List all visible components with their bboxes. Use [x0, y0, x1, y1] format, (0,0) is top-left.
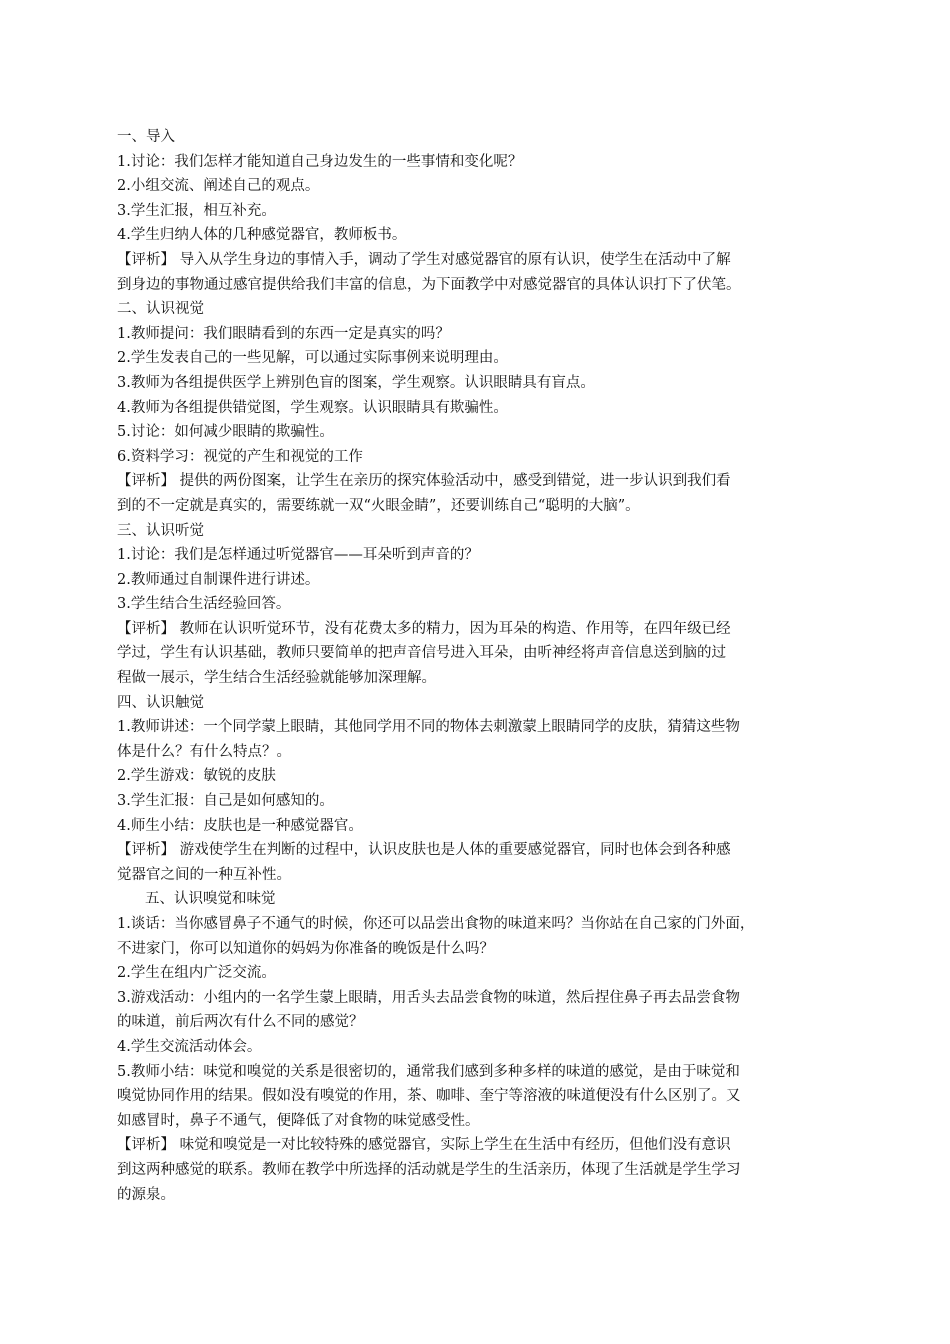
text-line: 觉器官之间的一种互补性。 — [117, 866, 291, 883]
text-line: 【评析】 提供的两份图案，让学生在亲历的探究体验活动中，感受到错觉，进一步认识到我们看 — [117, 473, 731, 490]
text-line: 1.教师提问：我们眼睛看到的东西一定是真实的吗？ — [117, 325, 450, 342]
text-line: 2.教师通过自制课件进行讲述。 — [117, 571, 320, 588]
text-line: 2.学生游戏：敏锐的皮肤 — [117, 768, 276, 785]
text-line: 到身边的事物通过感官提供给我们丰富的信息，为下面教学中对感觉器官的具体认识打下了伏笔。 — [117, 276, 741, 293]
text-line: 3.学生汇报，相互补充。 — [117, 202, 276, 219]
text-line: 嗅觉协同作用的结果。假如没有嗅觉的作用，茶、咖啡、奎宁等溶液的味道便没有什么区别了。又 — [117, 1088, 741, 1105]
text-line: 4.教师为各组提供错觉图，学生观察。认识眼睛具有欺骗性。 — [117, 399, 508, 416]
text-line: 【评析】 游戏使学生在判断的过程中，认识皮肤也是人体的重要感觉器官，同时也体会到各种感 — [117, 842, 731, 859]
text-line: 3.学生汇报：自己是如何感知的。 — [117, 793, 334, 810]
text-line: 1.谈话：当你感冒鼻子不通气的时候，你还可以品尝出食物的味道来吗？当你站在自己家的门外面， — [117, 916, 755, 932]
text-line: 5.教师小结：味觉和嗅觉的关系是很密切的，通常我们感到多种多样的味道的感觉，是由于味觉和 — [117, 1063, 740, 1080]
text-line: 4.学生归纳人体的几种感觉器官，教师板书。 — [117, 227, 407, 244]
text-line: 五、认识嗅觉和味觉 — [145, 891, 276, 908]
text-line: 一、导入 — [117, 129, 175, 145]
text-line: 体是什么？有什么特点？。 — [117, 743, 291, 760]
text-line: 3.教师为各组提供医学上辨别色盲的图案，学生观察。认识眼睛具有盲点。 — [117, 374, 595, 391]
text-line: 二、认识视觉 — [117, 301, 204, 318]
text-line: 6.资料学习：视觉的产生和视觉的工作 — [117, 448, 363, 465]
text-line: 三、认识听觉 — [117, 522, 204, 539]
text-line: 1.教师讲述：一个同学蒙上眼睛，其他同学用不同的物体去刺激蒙上眼睛同学的皮肤，猜猜这些物 — [117, 719, 740, 736]
text-line: 如感冒时，鼻子不通气，便降低了对食物的味觉感受性。 — [117, 1112, 480, 1129]
text-line: 程做一展示，学生结合生活经验就能够加深理解。 — [117, 670, 436, 687]
document-page — [117, 125, 839, 1207]
text-line: 【评析】 教师在认识听觉环节，没有花费太多的精力，因为耳朵的构造、作用等，在四年级已经 — [117, 620, 731, 637]
text-line: 4.师生小结：皮肤也是一种感觉器官。 — [117, 817, 363, 834]
text-line: 3.学生结合生活经验回答。 — [117, 596, 291, 613]
text-line: 到这两种感觉的联系。教师在教学中所选择的活动就是学生的生活亲历，体现了生活就是学生学习 — [117, 1161, 741, 1178]
text-line: 到的不一定就是真实的，需要练就一双“火眼金睛”，还要训练自己“聪明的大脑”。 — [117, 497, 640, 514]
text-line: 四、认识触觉 — [117, 694, 204, 711]
text-line: 4.学生交流活动体会。 — [117, 1038, 262, 1055]
text-line: 2.小组交流、阐述自己的观点。 — [117, 178, 320, 195]
text-line: 3.游戏活动：小组内的一名学生蒙上眼睛，用舌头去品尝食物的味道，然后捏住鼻子再去品尝食物 — [117, 989, 740, 1006]
text-line: 【评析】 导入从学生身边的事情入手，调动了学生对感觉器官的原有认识，使学生在活动中了解 — [117, 251, 731, 268]
document-body — [117, 125, 839, 1207]
text-line: 2.学生在组内广泛交流。 — [117, 965, 276, 982]
text-line: 2.学生发表自己的一些见解，可以通过实际事例来说明理由。 — [117, 350, 508, 367]
text-line: 1.讨论：我们是怎样通过听觉器官——耳朵听到声音的？ — [117, 547, 479, 564]
text-line: 的源泉。 — [117, 1186, 175, 1203]
text-line: 不进家门，你可以知道你的妈妈为你准备的晚饭是什么吗？ — [117, 940, 494, 957]
text-line: 学过，学生有认识基础，教师只要简单的把声音信号进入耳朵，由听神经将声音信息送到脑的过 — [117, 645, 726, 662]
text-line: 的味道，前后两次有什么不同的感觉？ — [117, 1014, 364, 1031]
text-line: 1.讨论：我们怎样才能知道自己身边发生的一些事情和变化呢？ — [117, 153, 523, 170]
text-line: 5.讨论：如何减少眼睛的欺骗性。 — [117, 424, 334, 441]
text-line: 【评析】 味觉和嗅觉是一对比较特殊的感觉器官，实际上学生在生活中有经历，但他们没有意识 — [117, 1137, 731, 1154]
